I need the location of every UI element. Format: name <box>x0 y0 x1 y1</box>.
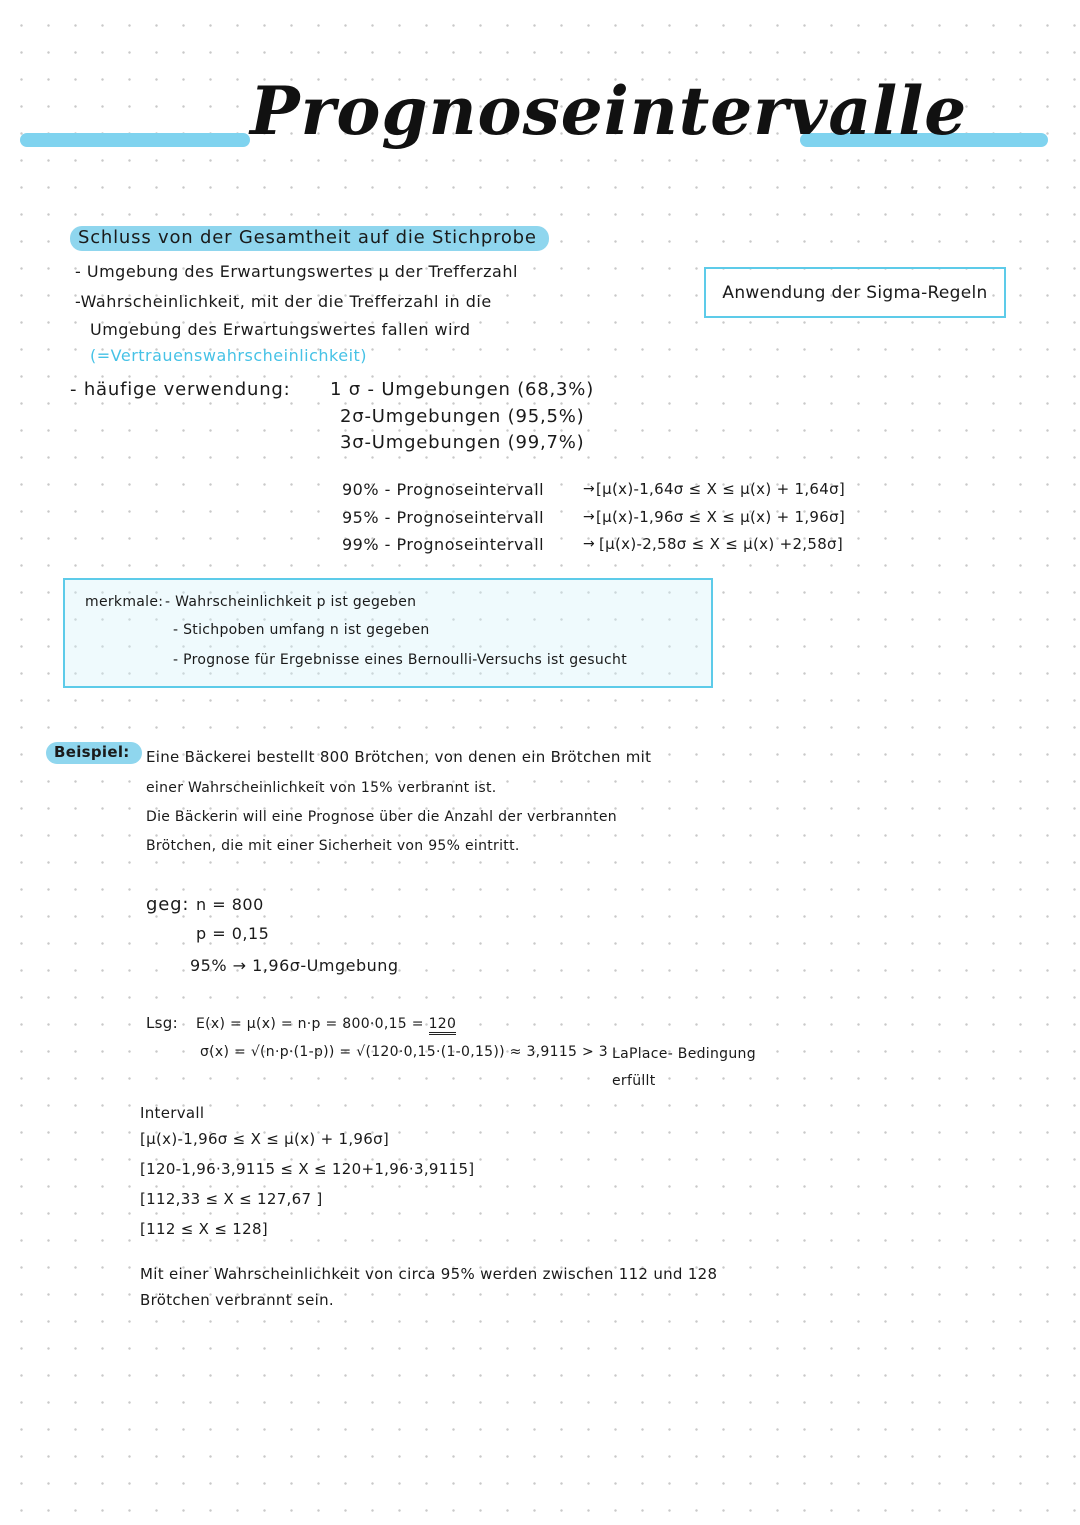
beispiel-label: Beispiel: <box>46 742 142 764</box>
vertrauenswahrscheinlichkeit: (=Vertrauenswahrscheinlichkeit) <box>90 346 368 365</box>
interval-90-arrow: → <box>583 481 596 497</box>
merkmal-2: - Stichpoben umfang n ist gegeben <box>173 622 430 638</box>
gegeben-label: geg: <box>146 894 190 915</box>
bullet-wahrscheinlichkeit-1: -Wahrscheinlichkeit, mit der die Trefferzahl in die <box>75 292 492 311</box>
conclusion-line-1: Mit einer Wahrscheinlichkeit von circa 95% werden zwischen 112 und 128 <box>140 1265 718 1283</box>
intervall-label: Intervall <box>140 1104 205 1122</box>
bullet-wahrscheinlichkeit-2: Umgebung des Erwartungswertes fallen wird <box>90 320 471 339</box>
merkmal-1: - Wahrscheinlichkeit p ist gegeben <box>165 594 417 610</box>
sigma-rules-box <box>704 267 1006 318</box>
intervall-step-2: [120-1,96·3,9115 ≤ X ≤ 120+1,96·3,9115] <box>140 1160 475 1178</box>
laplace-erfuellt: erfüllt <box>612 1073 656 1089</box>
erwartungswert-result: 120 <box>429 1016 457 1035</box>
loesung-label: Lsg: <box>146 1014 178 1032</box>
interval-99-label: 99% - Prognoseintervall <box>342 535 545 554</box>
interval-95-label: 95% - Prognoseintervall <box>342 508 545 527</box>
intervall-step-1: [μ(x)-1,96σ ≤ X ≤ μ(x) + 1,96σ] <box>140 1130 390 1148</box>
beispiel-line-2: einer Wahrscheinlichkeit von 15% verbrannt ist. <box>146 780 497 796</box>
interval-90-label: 90% - Prognoseintervall <box>342 480 545 499</box>
loesung-sigma: σ(x) = √(n·p·(1-p)) = √(120·0,15·(1-0,15)) ≈ 3,9115 > 3 <box>200 1044 608 1060</box>
page-title: Prognoseintervalle <box>250 72 968 150</box>
loesung-erwartungswert <box>196 1016 456 1032</box>
merkmale-label: merkmale: <box>85 594 164 610</box>
interval-95-arrow: → <box>583 509 596 525</box>
merkmale-box <box>63 578 713 688</box>
sigma-env-1: 1 σ - Umgebungen (68,3%) <box>330 379 595 400</box>
conclusion-line-2: Brötchen verbrannt sein. <box>140 1291 334 1309</box>
sigma-rules-label: Anwendung der Sigma-Regeln <box>722 282 988 303</box>
sigma-env-2: 2σ-Umgebungen (95,5%) <box>340 406 585 427</box>
laplace-label: LaPlace- Bedingung <box>612 1046 756 1062</box>
section-heading: Schluss von der Gesamtheit auf die Stichprobe <box>70 226 549 251</box>
erwartungswert-formula: E(x) = μ(x) = n·p = 800·0,15 = <box>196 1016 429 1032</box>
bullet-haeufige-verwendung: - häufige verwendung: <box>70 379 291 400</box>
interval-90-formula: [μ(x)-1,64σ ≤ X ≤ μ(x) + 1,64σ] <box>596 480 846 498</box>
gegeben-p: p = 0,15 <box>196 924 270 943</box>
sigma-env-3: 3σ-Umgebungen (99,7%) <box>340 432 585 453</box>
merkmal-3: - Prognose für Ergebnisse eines Bernoulli-Versuchs ist gesucht <box>173 652 628 668</box>
beispiel-line-3: Die Bäckerin will eine Prognose über die Anzahl der verbrannten <box>146 809 617 825</box>
gegeben-n: n = 800 <box>196 895 264 914</box>
intervall-step-3: [112,33 ≤ X ≤ 127,67 ] <box>140 1190 323 1208</box>
interval-99-arrow: → <box>583 536 596 552</box>
beispiel-line-4: Brötchen, die mit einer Sicherheit von 95% eintritt. <box>146 838 520 854</box>
intervall-step-4: [112 ≤ X ≤ 128] <box>140 1220 268 1238</box>
interval-99-formula: [μ(x)-2,58σ ≤ X ≤ μ(x) +2,58σ] <box>599 535 843 553</box>
interval-95-formula: [μ(x)-1,96σ ≤ X ≤ μ(x) + 1,96σ] <box>596 508 846 526</box>
gegeben-sigma: 95% → 1,96σ-Umgebung <box>190 956 399 975</box>
beispiel-line-1: Eine Bäckerei bestellt 800 Brötchen, von denen ein Brötchen mit <box>146 748 652 766</box>
title-bar-left <box>20 133 250 147</box>
bullet-umgebung: - Umgebung des Erwartungswertes μ der Trefferzahl <box>75 262 518 281</box>
